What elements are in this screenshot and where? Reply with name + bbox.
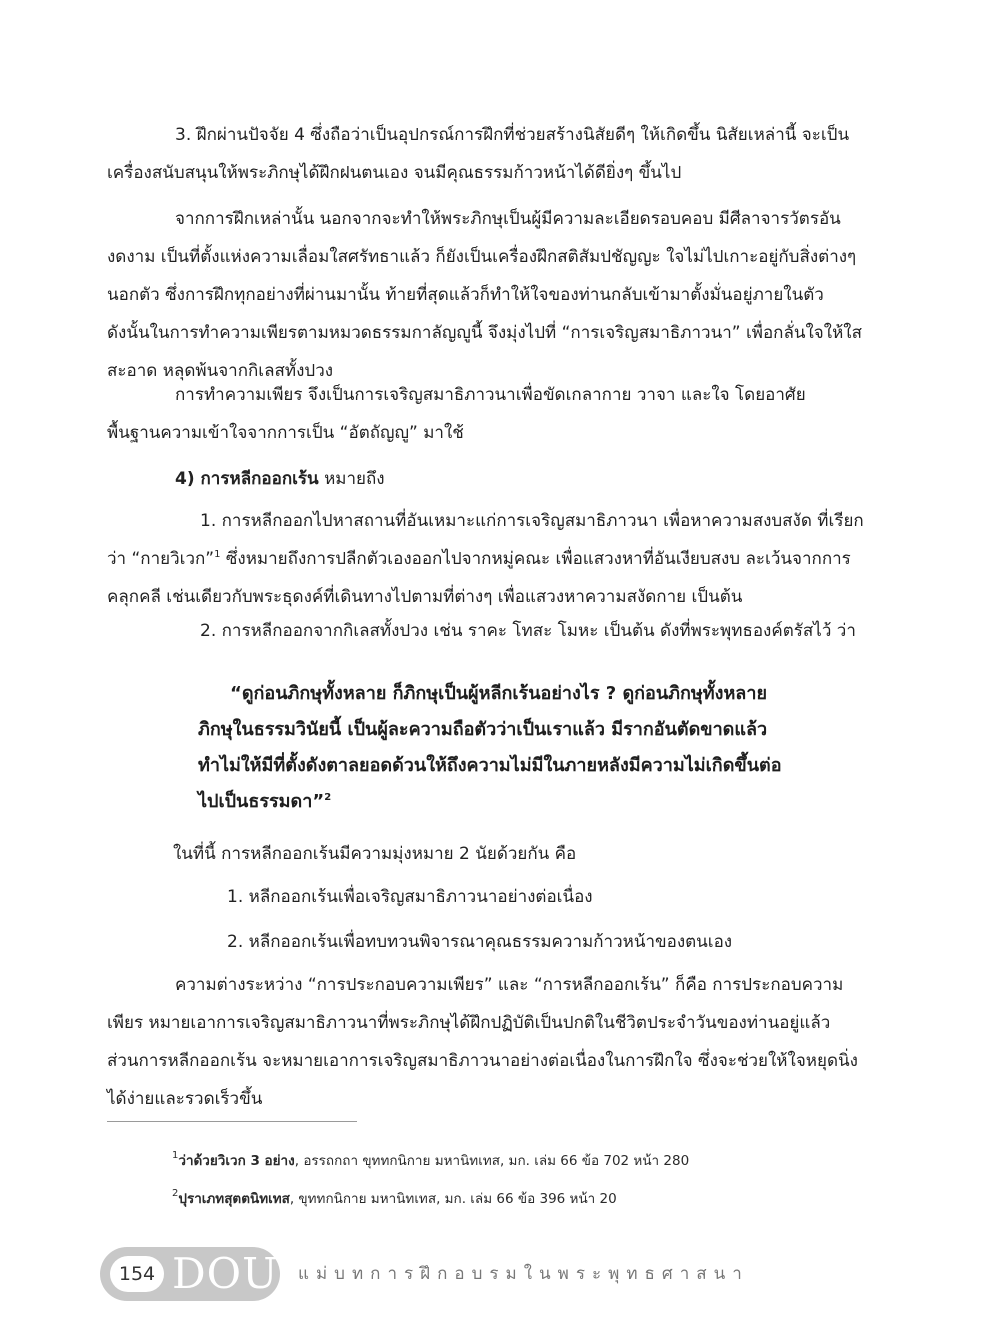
footnote-divider <box>107 1121 357 1122</box>
footer-badge <box>100 1247 280 1301</box>
paragraph-line: เครื่องสนับสนุนให้พระภิกษุได้ฝึกฝนตนเอง จนมีคุณธรรมก้าวหน้าได้ดียิ่งๆ ขึ้นไป <box>107 163 682 183</box>
paragraph-effort <box>107 376 882 452</box>
section-heading <box>107 460 882 498</box>
quote-line: ภิกษุในธรรมวินัยนี้ เป็นผู้ละความถือตัวว่าเป็นเราแล้ว มีรากอันตัดขาดแล้ว <box>198 719 768 740</box>
quote-line: “ดูก่อนภิกษุทั้งหลาย ก็ภิกษุเป็นผู้หลีกเร้นอย่างไร ? ดูก่อนภิกษุทั้งหลาย <box>230 683 767 704</box>
paragraph-seclusion-place <box>107 502 882 616</box>
paragraph-line: ในที่นี้ การหลีกออกเร้นมีความมุ่งหมาย 2 นัยด้วยกัน คือ <box>173 844 577 864</box>
footnote-mark: 1 <box>172 1150 179 1161</box>
paragraph-meaning <box>107 835 882 873</box>
paragraph-line: งดงาม เป็นที่ตั้งแห่งความเลื่อมใสศรัทธาแล้ว ก็ยังเป็นเครื่องฝึกสติสัมปชัญญะ ใจไม่ไปเกาะอยู่กับสิ่งต่างๆ <box>107 247 857 267</box>
numbered-list <box>107 923 882 961</box>
paragraph-training-results <box>107 200 882 390</box>
book-title: แม่บทการฝึกอบรมในพระพุทธศาสนา <box>298 1264 749 1284</box>
heading-bold: 4) การหลีกออกเร้น <box>175 469 319 489</box>
paragraph-seclusion-defilement <box>107 612 882 650</box>
paragraph-line: คลุกคลี เช่นเดียวกับพระธุดงค์ที่เดินทางไปตามที่ต่างๆ เพื่อแสวงหาความสงัดกาย เป็นต้น <box>107 587 743 607</box>
footnote-1 <box>172 1151 689 1171</box>
dou-logo: DOU <box>172 1249 279 1298</box>
footnote-mark: 2 <box>172 1188 179 1199</box>
paragraph-line: ส่วนการหลีกออกเร้น จะหมายเอาการเจริญสมาธิภาวนาอย่างต่อเนื่องในการฝึกใจ ซึ่งจะช่วยให้ใจหยุดนิ่ง <box>107 1051 858 1071</box>
paragraph-line: เพียร หมายเอาการเจริญสมาธิภาวนาที่พระภิกษุได้ฝึกปฏิบัติเป็นปกติในชีวิตประจำวันของท่านอยู่แล้ว <box>107 1013 831 1033</box>
footnote-2 <box>172 1189 617 1209</box>
paragraph-line: จากการฝึกเหล่านั้น นอกจากจะทำให้พระภิกษุเป็นผู้มีความละเอียดรอบคอบ มีศีลาจารวัตรอัน <box>175 209 841 229</box>
quote-block <box>198 676 798 820</box>
footnote-title: ปุราเภทสุตตนิทเทส <box>178 1191 290 1207</box>
footnote-title: ว่าด้วยวิเวก 3 อย่าง <box>178 1153 295 1169</box>
list-item: 2. หลีกออกเร้นเพื่อทบทวนพิจารณาคุณธรรมความก้าวหน้าของตนเอง <box>227 932 733 952</box>
footnote-text: , ขุททกนิกาย มหานิทเทส, มก. เล่ม 66 ข้อ 396 หน้า 20 <box>289 1191 617 1207</box>
paragraph-difference <box>107 966 882 1118</box>
paragraph-line: 2. การหลีกออกจากกิเลสทั้งปวง เช่น ราคะ โทสะ โมหะ เป็นต้น ดังที่พระพุทธองค์ตรัสไว้ ว่า <box>200 621 856 641</box>
paragraph-training-requisites <box>107 116 882 192</box>
footnote-text: , อรรถกถา ขุททกนิกาย มหานิทเทส, มก. เล่ม 66 ข้อ 702 หน้า 280 <box>294 1153 690 1169</box>
footnote-ref-1[interactable]: 1 <box>214 549 221 560</box>
paragraph-line: สะอาด หลุดพ้นจากกิเลสทั้งปวง <box>107 361 334 381</box>
page-number: 154 <box>110 1256 164 1292</box>
paragraph-text: ว่า “กายวิเวก” <box>107 549 215 569</box>
paragraph-text: ซึ่งหมายถึงการปลีกตัวเองออกไปจากหมู่คณะ เพื่อแสวงหาที่อันเงียบสงบ ละเว้นจากการ <box>220 549 851 569</box>
paragraph-line: 3. ฝึกผ่านปัจจัย 4 ซึ่งถือว่าเป็นอุปกรณ์การฝึกที่ช่วยสร้างนิสัยดีๆ ให้เกิดขึ้น นิสัยเหล่านี้ จะเป็น <box>175 125 850 145</box>
paragraph-line: 1. การหลีกออกไปหาสถานที่อันเหมาะแก่การเจริญสมาธิภาวนา เพื่อหาความสงบสงัด ที่เรียก <box>200 511 864 531</box>
paragraph-line: การทำความเพียร จึงเป็นการเจริญสมาธิภาวนาเพื่อขัดเกลากาย วาจา และใจ โดยอาศัย <box>175 385 806 405</box>
paragraph-line: ได้ง่ายและรวดเร็วขึ้น <box>107 1089 263 1109</box>
heading-rest: หมายถึง <box>318 469 385 489</box>
list-item: 1. หลีกออกเร้นเพื่อเจริญสมาธิภาวนาอย่างต่อเนื่อง <box>227 887 593 907</box>
paragraph-line: ความต่างระหว่าง “การประกอบความเพียร” และ “การหลีกออกเร้น” ก็คือ การประกอบความ <box>175 975 844 995</box>
paragraph-line: นอกตัว ซึ่งการฝึกทุกอย่างที่ผ่านมานั้น ท้ายที่สุดแล้วก็ทำให้ใจของท่านกลับเข้ามาตั้งมั่นอยู่ภายในตัว <box>107 285 824 305</box>
quote-line: ไปเป็นธรรมดา” <box>198 791 325 812</box>
footnote-ref-2[interactable]: 2 <box>324 792 332 803</box>
quote-line: ทำไม่ให้มีที่ตั้งดังตาลยอดด้วนให้ถึงความไม่มีในภายหลังมีความไม่เกิดขึ้นต่อ <box>198 755 782 776</box>
paragraph-line: ดังนั้นในการทำความเพียรตามหมวดธรรมกาลัญญูนี้ จึงมุ่งไปที่ “การเจริญสมาธิภาวนา” เพื่อกลั่นใจให้ใส <box>107 323 862 343</box>
paragraph-line: พื้นฐานความเข้าใจจากการเป็น “อัตถัญญู” มาใช้ <box>107 423 464 443</box>
numbered-list <box>107 878 882 916</box>
